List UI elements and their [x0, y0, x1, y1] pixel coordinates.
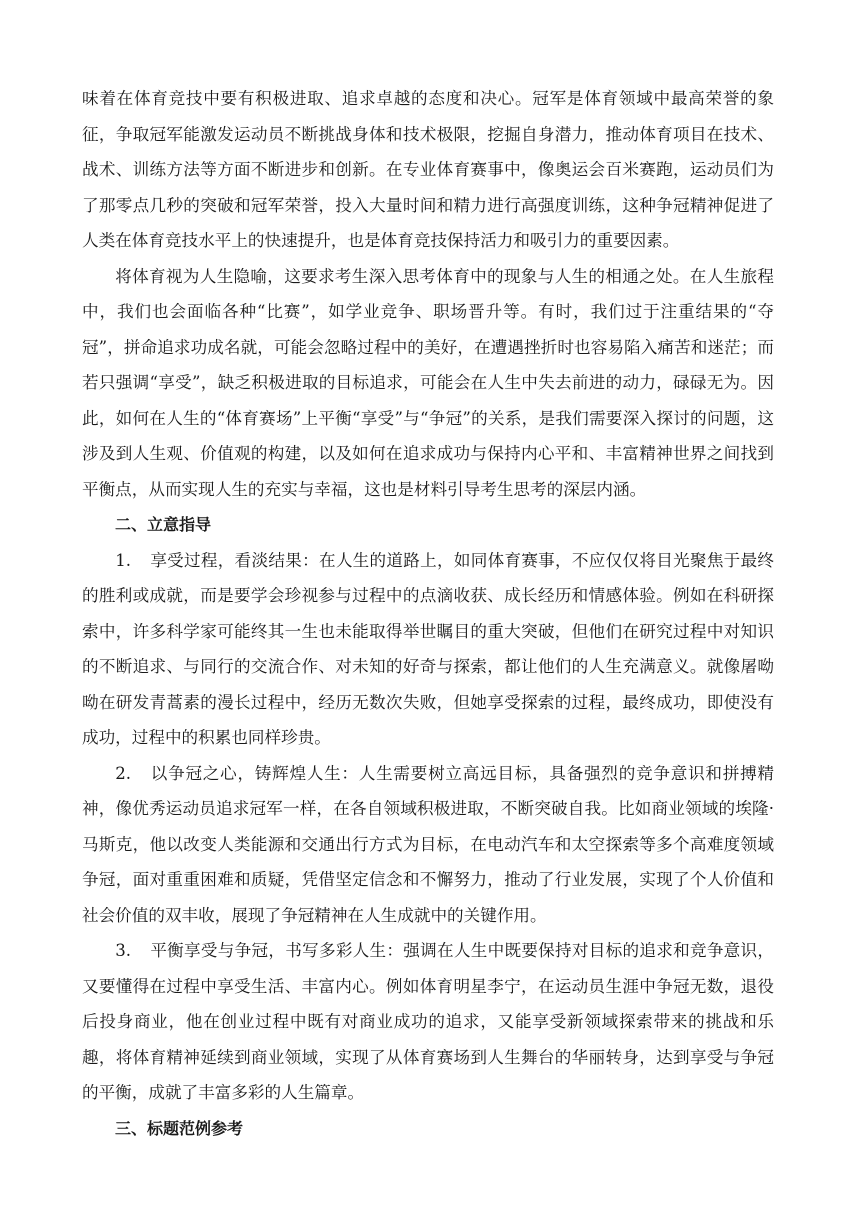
list-item — [82, 543, 774, 756]
document-page — [82, 81, 774, 1146]
list-item — [82, 756, 774, 934]
list-item-text: 享受过程，看淡结果：在人生的道路上，如同体育赛事，不应仅仅将目光聚焦于最终的胜利或成就，而是要学会珍视参与过程中的点滴收获、成长经历和情感体验。例如在科研探索中，许多科学家可能终其一生也未能取得举世瞩目的重大突破，但他们在研究过程中对知识的不断追求、与同行的交流合作、对未知的好奇与探索，都让他们的人生充满意义。就像屠呦呦在研发青蒿素的漫长过程中，经历无数次失败，但她享受探索的过程，最终成功，即使没有成功，过程中的积累也同样珍贵。 — [82, 550, 774, 747]
list-item-text: 平衡享受与争冠，书写多彩人生：强调在人生中既要保持对目标的追求和竞争意识，又要懂得在过程中享受生活、丰富内心。例如体育明星李宁，在运动员生涯中争冠无数，退役后投身商业，他在创业过程中既有对商业成功的追求，又能享受新领域探索带来的挑战和乐趣，将体育精神延续到商业领域，实现了从体育赛场到人生舞台的华丽转身，达到享受与争冠的平衡，成就了丰富多彩的人生篇章。 — [82, 941, 774, 1102]
list-item — [82, 933, 774, 1111]
list-item-number: 1. — [115, 550, 132, 570]
list-item-text: 以争冠之心，铸辉煌人生：人生需要树立高远目标，具备强烈的竞争意识和拼搏精神，像优秀运动员追求冠军一样，在各自领域积极进取，不断突破自我。比如商业领域的埃隆·马斯克，他以改变人类能源和交通出行方式为目标，在电动汽车和太空探索等多个高难度领域争冠，面对重重困难和质疑，凭借坚定信念和不懈努力，推动了行业发展，实现了个人价值和社会价值的双丰收，展现了争冠精神在人生成就中的关键作用。 — [82, 763, 774, 925]
body-paragraph: 将体育视为人生隐喻，这要求考生深入思考体育中的现象与人生的相通之处。在人生旅程中，我们也会面临各种“比赛”，如学业竞争、职场晋升等。有时，我们过于注重结果的“夺冠”，拼命追求功成名就，可能会忽略过程中的美好，在遭遇挫折时也容易陷入痛苦和迷茫；而若只强调“享受”，缺乏积极进取的目标追求，可能会在人生中失去前进的动力，碌碌无为。因此，如何在人生的“体育赛场”上平衡“享受”与“争冠”的关系，是我们需要深入探讨的问题，这涉及到人生观、价值观的构建，以及如何在追求成功与保持内心平和、丰富精神世界之间找到平衡点，从而实现人生的充实与幸福，这也是材料引导考生思考的深层内涵。 — [82, 266, 774, 499]
list-item-number: 2. — [115, 763, 132, 783]
list-item-number: 3. — [115, 941, 132, 960]
section-heading: 二、立意指导 — [115, 515, 212, 534]
body-paragraph: 味着在体育竞技中要有积极进取、追求卓越的态度和决心。冠军是体育领域中最高荣誉的象征，争取冠军能激发运动员不断挑战身体和技术极限，挖掘自身潜力，推动体育项目在技术、战术、训练方法等方面不断进步和创新。在专业体育赛事中，像奥运会百米赛跑，运动员们为了那零点几秒的突破和冠军荣誉，投入大量时间和精力进行高强度训练，这种争冠精神促进了人类在体育竞技水平上的快速提升，也是体育竞技保持活力和吸引力的重要因素。 — [82, 89, 774, 250]
section-heading: 三、标题范例参考 — [115, 1118, 244, 1138]
